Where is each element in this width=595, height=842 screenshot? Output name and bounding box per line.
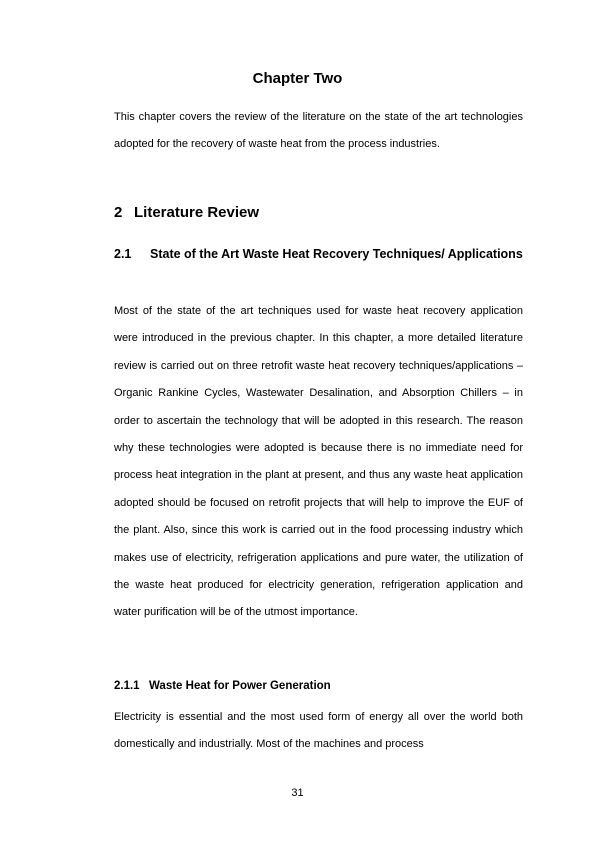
section-heading — [114, 204, 259, 221]
subsection-heading — [114, 242, 523, 267]
subsubsection-heading — [114, 680, 331, 692]
subsection-body-paragraph: Most of the state of the art techniques used for waste heat recovery application were introduced in the previous chapter. In this chapter, a more detailed literature review is carried out on three retrofit waste heat recovery techniques/applications – Organic Rankine Cycles, Wastewater Desalination, and Absorption Chillers – in order to ascertain the technology that will be adopted in this research. The reason why these technologies were adopted is because there is no immediate need for process heat integration in the plant at present, and thus any waste heat application adopted should be focused on retrofit projects that will help to improve the EUF of the plant. Also, since this work is carried out in the food processing industry which makes use of electricity, refrigeration applications and pure water, the utilization of the waste heat produced for electricity generation, refrigeration application and water purification will be of the utmost importance. — [114, 305, 523, 619]
page-number: 31 — [291, 787, 304, 799]
subsection-title: State of the Art Waste Heat Recovery Techniques/ Applications — [150, 247, 523, 261]
chapter-title: Chapter Two — [252, 70, 343, 87]
section-number: 2 — [114, 204, 123, 221]
subsubsection-title: Waste Heat for Power Generation — [149, 680, 331, 692]
subsection-number: 2.1 — [114, 247, 132, 261]
chapter-intro-paragraph: This chapter covers the review of the literature on the state of the art technologies adopted for the recovery of waste heat from the process industries. — [114, 111, 523, 151]
subsubsection-number: 2.1.1 — [114, 680, 140, 692]
subsubsection-body-paragraph: Electricity is essential and the most used form of energy all over the world both domestically and industrially. Most of the machines and process — [114, 711, 523, 751]
section-title: Literature Review — [134, 204, 260, 221]
